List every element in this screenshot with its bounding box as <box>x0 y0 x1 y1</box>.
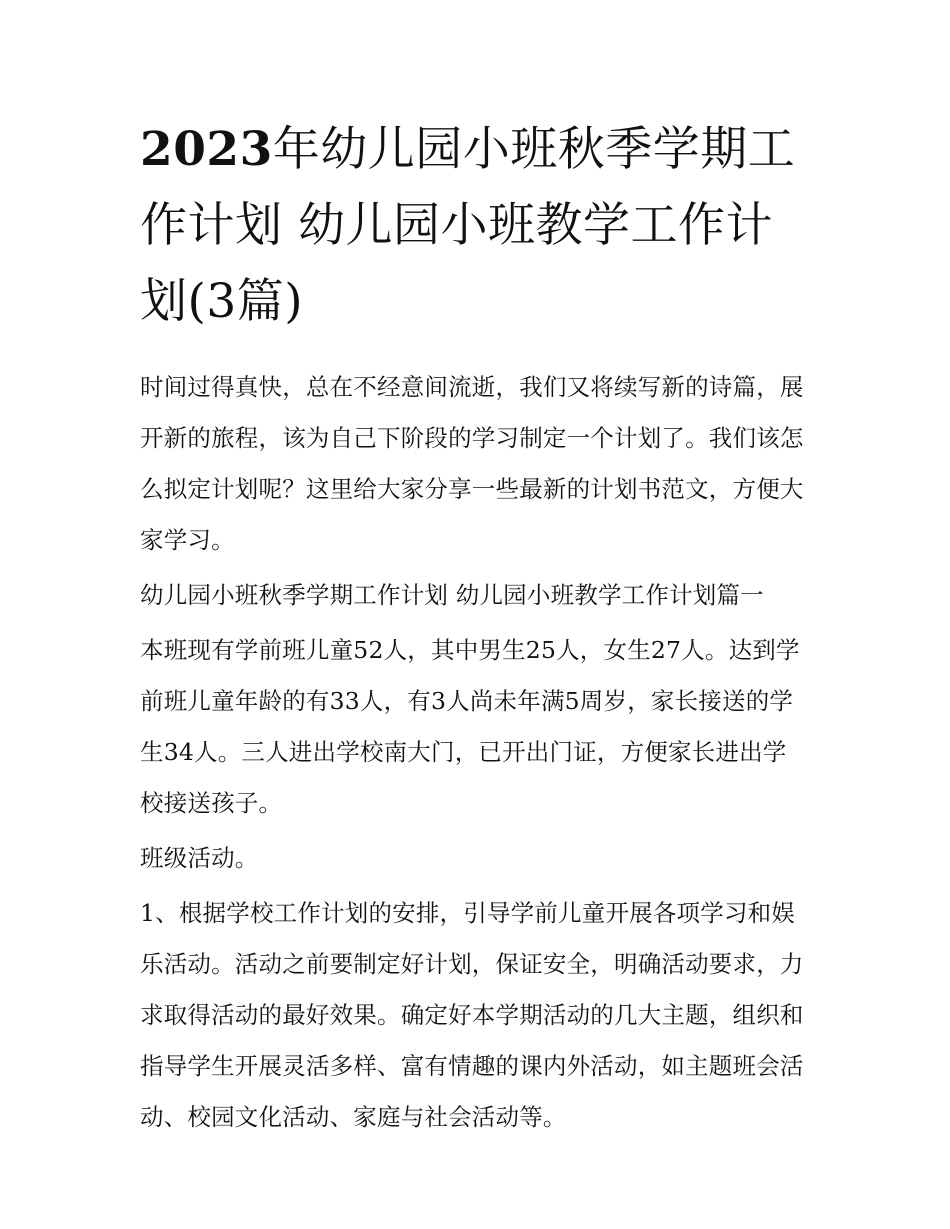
class-activities-heading: 班级活动。 <box>140 844 259 872</box>
section-heading: 幼儿园小班秋季学期工作计划 幼儿园小班教学工作计划篇一 <box>140 581 764 609</box>
title-year: 2023 <box>140 122 273 177</box>
activity-item-1: 1、根据学校工作计划的安排，引导学前儿童开展各项学习和娱乐活动。活动之前要制定好计划，保证安全，明确活动要求，力求取得活动的最好效果。确定好本学期活动的几大主题，组织和指导学生开展灵活多样、富有情趣的课内外活动，如主题班会活动、校园文化活动、家庭与社会活动等。 <box>140 899 804 1131</box>
title-text: 年幼儿园小班秋季学期工作计划 幼儿园小班教学工作计划(3篇) <box>140 122 796 329</box>
class-info-paragraph: 本班现有学前班儿童52人，其中男生25人，女生27人。达到学前班儿童年龄的有33人，有3人尚未年满5周岁，家长接送的学生34人。三人进出学校南大门，已开出门证，方便家长进出学校接送孩子。 <box>140 636 800 817</box>
intro-paragraph: 时间过得真快，总在不经意间流逝，我们又将续写新的诗篇，展开新的旅程，该为自己下阶段的学习制定一个计划了。我们该怎么拟定计划呢？这里给大家分享一些最新的计划书范文，方便大家学习。 <box>140 373 804 554</box>
document-body <box>140 112 810 1147</box>
document-title <box>140 112 810 340</box>
